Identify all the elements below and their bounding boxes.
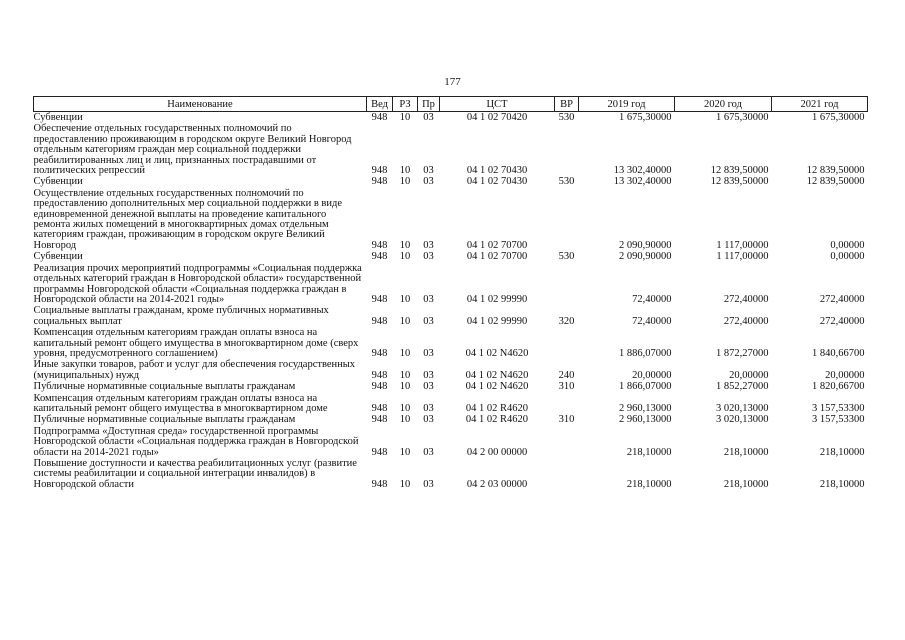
cell-name: Иные закупки товаров, работ и услуг для обеспечения государственных (муниципальных) нужд	[33, 359, 356, 381]
cell-pr: 03	[423, 478, 434, 490]
table-row	[34, 176, 868, 187]
cell-2021: 12 839,50000	[806, 176, 865, 188]
cell-ved: 948	[371, 112, 388, 123]
header-2020: 2020 год	[675, 97, 772, 112]
cell-rz: 10	[399, 315, 411, 327]
cell-2021: 12 839,50000	[806, 165, 865, 177]
header-vr: ВР	[555, 97, 579, 112]
page-number: 177	[444, 76, 461, 88]
table-row	[34, 393, 868, 415]
cell-pr: 03	[423, 239, 434, 251]
cell-vr	[555, 426, 579, 458]
cell-name: Публичные нормативные социальные выплаты гражданам	[33, 381, 296, 393]
table-header	[34, 97, 868, 112]
cell-vr	[555, 458, 579, 490]
cell-2020: 12 839,50000	[710, 176, 769, 188]
cell-2019: 2 090,90000	[619, 239, 672, 251]
table-row	[34, 414, 868, 425]
cell-ved: 948	[371, 369, 388, 381]
cell-vr: 320	[558, 315, 575, 327]
cell-2020: 3 020,13000	[716, 402, 769, 414]
cell-ved: 948	[371, 414, 388, 426]
table-row	[34, 458, 868, 490]
table-row	[34, 327, 868, 359]
table-row	[34, 251, 868, 262]
header-pr: Пр	[418, 97, 440, 112]
cell-vr	[555, 188, 579, 251]
table-row	[34, 123, 868, 176]
cell-cst: 04 1 02 70430	[466, 165, 528, 177]
header-ved: Вед	[367, 97, 393, 112]
cell-cst: 04 1 02 70420	[466, 112, 528, 123]
cell-rz: 10	[399, 251, 411, 263]
cell-vr	[555, 327, 579, 359]
cell-cst: 04 1 02 R4620	[465, 414, 529, 426]
cell-rz: 10	[399, 381, 411, 393]
cell-name: Субвенции	[33, 176, 83, 188]
cell-ved: 948	[371, 165, 388, 177]
cell-2020: 218,10000	[723, 446, 769, 458]
cell-cst: 04 2 00 00000	[466, 446, 528, 458]
header-2021: 2021 год	[772, 97, 868, 112]
table-row	[34, 188, 868, 251]
cell-rz: 10	[399, 369, 411, 381]
header-cst: ЦСТ	[440, 97, 555, 112]
table-row	[34, 305, 868, 327]
cell-2019: 13 302,40000	[613, 165, 672, 177]
cell-2019: 1 886,07000	[619, 347, 672, 359]
cell-name: Компенсация отдельным категориям граждан оплаты взноса на капитальный ремонт общего имущества в многоквартирном доме (сверх уровня, предусмотренного соглашением)	[33, 327, 359, 359]
cell-2020: 1 675,30000	[716, 112, 769, 123]
cell-2019: 72,40000	[632, 293, 672, 305]
cell-vr	[555, 263, 579, 306]
cell-ved: 948	[371, 478, 388, 490]
cell-name: Компенсация отдельным категориям граждан оплаты взноса на капитальный ремонт общего имущества в многоквартирном доме	[33, 392, 328, 414]
cell-rz: 10	[399, 112, 411, 123]
cell-pr: 03	[423, 402, 434, 414]
cell-ved: 948	[371, 239, 388, 251]
table-row	[34, 112, 868, 124]
cell-rz: 10	[399, 239, 411, 251]
cell-pr: 03	[423, 315, 434, 327]
cell-2021: 3 157,53300	[812, 414, 865, 426]
cell-vr: 530	[558, 176, 575, 188]
cell-2021: 0,00000	[830, 251, 865, 263]
cell-2020: 1 852,27000	[716, 381, 769, 393]
cell-pr: 03	[423, 165, 434, 177]
cell-ved: 948	[371, 347, 388, 359]
cell-2021: 1 675,30000	[812, 112, 865, 123]
budget-table-container	[33, 96, 867, 490]
cell-ved: 948	[371, 381, 388, 393]
cell-cst: 04 1 02 N4620	[465, 369, 529, 381]
cell-pr: 03	[423, 369, 434, 381]
cell-name: Субвенции	[33, 112, 83, 123]
cell-rz: 10	[399, 478, 411, 490]
cell-2021: 3 157,53300	[812, 402, 865, 414]
cell-vr: 310	[558, 381, 575, 393]
cell-2019: 2 960,13000	[619, 414, 672, 426]
cell-pr: 03	[423, 381, 434, 393]
cell-2020: 20,00000	[729, 369, 769, 381]
cell-vr	[555, 393, 579, 415]
cell-ved: 948	[371, 176, 388, 188]
cell-2021: 218,10000	[819, 478, 865, 490]
cell-2019: 2 960,13000	[619, 402, 672, 414]
cell-ved: 948	[371, 315, 388, 327]
cell-cst: 04 1 02 R4620	[465, 402, 529, 414]
cell-2020: 1 117,00000	[716, 251, 769, 263]
cell-name: Обеспечение отдельных государственных полномочий по предоставлению проживающим в городском округе Великий Новгород отдельным категориям граждан мер социальной поддержки реабилитированных лиц и лиц, признанных пострадавшими от политических репрессий	[33, 123, 352, 177]
cell-pr: 03	[423, 414, 434, 426]
header-name: Наименование	[34, 97, 367, 112]
cell-2020: 272,40000	[723, 315, 769, 327]
cell-2021: 272,40000	[819, 293, 865, 305]
cell-pr: 03	[423, 112, 434, 123]
cell-name: Реализация прочих мероприятий подпрограммы «Социальная поддержка отдельных категорий граждан в Новгородской области» государственной программы Новгородской области «Социальная поддержка граждан в Новгородской области на 2014-2021 годы»	[33, 262, 362, 305]
cell-2021: 20,00000	[825, 369, 865, 381]
cell-pr: 03	[423, 251, 434, 263]
cell-rz: 10	[399, 446, 411, 458]
cell-name: Подпрограмма «Доступная среда» государственной программы Новгородской области «Социальная поддержка граждан в Новгородской области на 2014-2021 годы»	[33, 425, 359, 458]
cell-pr: 03	[423, 347, 434, 359]
table-row	[34, 426, 868, 458]
cell-vr: 240	[558, 369, 575, 381]
cell-rz: 10	[399, 293, 411, 305]
cell-2020: 12 839,50000	[710, 165, 769, 177]
cell-cst: 04 1 02 70700	[466, 251, 528, 263]
cell-ved: 948	[371, 293, 388, 305]
cell-2020: 1 872,27000	[716, 347, 769, 359]
cell-cst: 04 1 02 70430	[466, 176, 528, 188]
cell-2020: 272,40000	[723, 293, 769, 305]
table-row	[34, 381, 868, 392]
cell-2019: 20,00000	[632, 369, 672, 381]
cell-2019: 2 090,90000	[619, 251, 672, 263]
cell-pr: 03	[423, 176, 434, 188]
cell-cst: 04 1 02 99990	[466, 293, 528, 305]
cell-pr: 03	[423, 293, 434, 305]
cell-2021: 218,10000	[819, 446, 865, 458]
cell-name: Осуществление отдельных государственных полномочий по предоставлению дополнительных мер социальной поддержки в виде единовременной денежной выплаты на проведение капитального ремонта жилых помещений в многоквартирных домах отдельным категориям граждан, проживающим в городском округе Великий Новгород	[33, 187, 342, 251]
cell-2019: 72,40000	[632, 315, 672, 327]
cell-name: Социальные выплаты гражданам, кроме публичных нормативных социальных выплат	[33, 305, 329, 327]
cell-2019: 13 302,40000	[613, 176, 672, 188]
cell-ved: 948	[371, 402, 388, 414]
cell-rz: 10	[399, 414, 411, 426]
cell-2021: 272,40000	[819, 315, 865, 327]
cell-rz: 10	[399, 165, 411, 177]
cell-name: Повышение доступности и качества реабилитационных услуг (развитие системы реабилитации и социальной интеграции инвалидов) в Новгородской области	[33, 458, 357, 490]
cell-ved: 948	[371, 251, 388, 263]
cell-name: Публичные нормативные социальные выплаты гражданам	[33, 414, 296, 426]
cell-2020: 1 117,00000	[716, 239, 769, 251]
cell-2021: 1 820,66700	[812, 381, 865, 393]
cell-2019: 1 866,07000	[619, 381, 672, 393]
cell-ved: 948	[371, 446, 388, 458]
cell-vr: 530	[558, 112, 575, 123]
table-row	[34, 263, 868, 306]
cell-cst: 04 1 02 N4620	[465, 347, 529, 359]
cell-vr	[555, 123, 579, 176]
cell-2020: 218,10000	[723, 478, 769, 490]
budget-table	[33, 96, 868, 490]
cell-vr: 310	[558, 414, 575, 426]
cell-cst: 04 1 02 N4620	[465, 381, 529, 393]
cell-cst: 04 2 03 00000	[466, 478, 528, 490]
cell-2021: 0,00000	[830, 239, 865, 251]
cell-2019: 1 675,30000	[619, 112, 672, 123]
header-rz: РЗ	[393, 97, 418, 112]
cell-cst: 04 1 02 99990	[466, 315, 528, 327]
cell-2021: 1 840,66700	[812, 347, 865, 359]
cell-rz: 10	[399, 347, 411, 359]
table-row	[34, 359, 868, 381]
cell-2019: 218,10000	[626, 446, 672, 458]
cell-rz: 10	[399, 402, 411, 414]
cell-vr: 530	[558, 251, 575, 263]
cell-2020: 3 020,13000	[716, 414, 769, 426]
cell-2019: 218,10000	[626, 478, 672, 490]
header-2019: 2019 год	[579, 97, 675, 112]
cell-rz: 10	[399, 176, 411, 188]
cell-cst: 04 1 02 70700	[466, 239, 528, 251]
cell-name: Субвенции	[33, 251, 83, 263]
cell-pr: 03	[423, 446, 434, 458]
table-body	[34, 112, 868, 491]
